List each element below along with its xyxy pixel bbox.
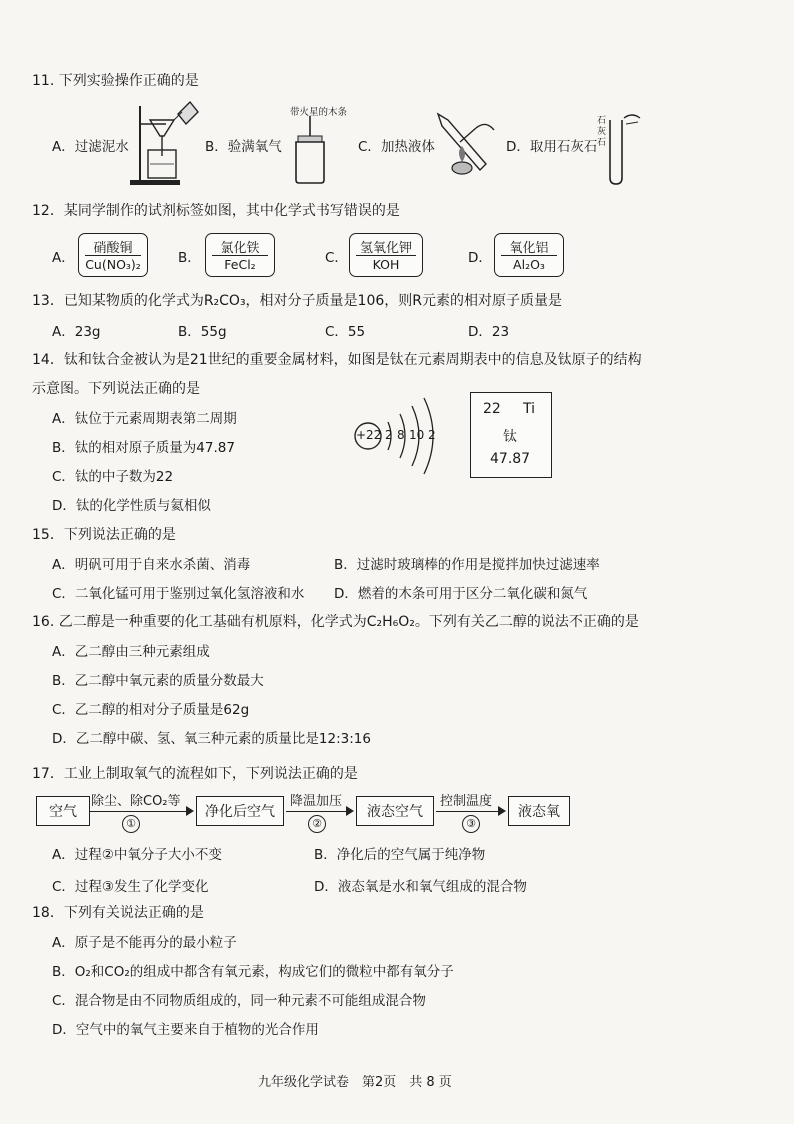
q11-stem: 11. 下列实验操作正确的是	[32, 73, 199, 89]
q15-option-d: D．燃着的木条可用于区分二氧化碳和氮气	[334, 586, 588, 602]
q12-option-c-letter: C．	[325, 250, 348, 266]
q17-option-b: B．净化后的空气属于纯净物	[314, 847, 486, 863]
q12-label-d: 氧化铝 Al₂O₃	[494, 233, 564, 277]
q17-stem: 17．工业上制取氧气的流程如下，下列说法正确的是	[32, 766, 358, 782]
q13-option-a: A．23g	[52, 324, 101, 340]
q17-option-a: A．过程②中氧分子大小不变	[52, 847, 222, 863]
glowing-splint-caption: 带火星的木条	[290, 107, 348, 118]
q12-option-b-letter: B．	[178, 250, 201, 266]
flow-arrow-1-head	[186, 806, 194, 816]
atom-nucleus-charge: +22	[356, 428, 382, 442]
atom-shell-2: 8	[397, 428, 405, 442]
atom-shell-3: 10	[409, 428, 425, 442]
q15-option-a: A．明矾可用于自来水杀菌、消毒	[52, 557, 251, 573]
q16-option-c: C．乙二醇的相对分子质量是62g	[52, 702, 250, 718]
atomic-mass: 47.87	[490, 451, 531, 467]
flow-arrow-2	[286, 811, 346, 812]
q13-option-b: B．55g	[178, 324, 227, 340]
q15-stem: 15．下列说法正确的是	[32, 527, 176, 543]
q12-label-a: 硝酸铜 Cu(NO₃)₂	[78, 233, 148, 277]
heating-liquid-figure	[432, 110, 502, 182]
flow-arrow-1	[90, 811, 186, 812]
flow-step-1-num: ①	[122, 815, 140, 833]
q11-option-a: A．过滤泥水	[52, 139, 129, 155]
q14-option-c: C．钛的中子数为22	[52, 469, 174, 485]
q14-option-b: B．钛的相对原子质量为47.87	[52, 440, 235, 456]
q14-stem-line2: 示意图。下列说法正确的是	[32, 381, 200, 397]
q16-stem: 16. 乙二醇是一种重要的化工基础有机原料，化学式为C₂H₆O₂。下列有关乙二醇的说法不正确的是	[32, 614, 639, 630]
q15-option-b: B．过滤时玻璃棒的作用是搅拌加快过滤速率	[334, 557, 600, 573]
q16-option-a: A．乙二醇由三种元素组成	[52, 644, 210, 660]
flow-box-air: 空气	[36, 796, 90, 826]
flow-box-liquid-oxygen: 液态氧	[508, 796, 570, 826]
q18-option-d: D．空气中的氧气主要来自于植物的光合作用	[52, 1022, 319, 1038]
atom-shell-1: 2	[385, 428, 393, 442]
q18-option-c: C．混合物是由不同物质组成的，同一种元素不可能组成混合物	[52, 993, 426, 1009]
q12-option-d-letter: D．	[468, 250, 492, 266]
q15-option-c: C．二氧化锰可用于鉴别过氧化氢溶液和水	[52, 586, 305, 602]
limestone-caption: 石灰石	[597, 116, 607, 148]
q14-stem-line1: 14．钛和钛合金被认为是21世纪的重要金属材料，如图是钛在元素周期表中的信息及钛原子的结构	[32, 352, 642, 368]
q12-label-b: 氯化铁 FeCl₂	[205, 233, 275, 277]
atomic-number: 22	[483, 401, 501, 417]
element-symbol: Ti	[523, 401, 536, 417]
q18-stem: 18．下列有关说法正确的是	[32, 905, 204, 921]
q18-option-a: A．原子是不能再分的最小粒子	[52, 935, 237, 951]
flow-step-3-num: ③	[462, 815, 480, 833]
q14-option-a: A．钛位于元素周期表第二周期	[52, 411, 237, 427]
q16-option-b: B．乙二醇中氧元素的质量分数最大	[52, 673, 264, 689]
q17-option-d: D．液态氧是水和氧气组成的混合物	[314, 879, 527, 895]
q13-option-d: D．23	[468, 324, 510, 340]
flow-box-liquid-air: 液态空气	[356, 796, 434, 826]
flow-arrow-2-head	[346, 806, 354, 816]
flow-step-2-num: ②	[308, 815, 326, 833]
flow-arrow-3-head	[498, 806, 506, 816]
flow-step-1-label: 除尘、除CO₂等	[91, 794, 181, 809]
flow-arrow-3	[436, 811, 498, 812]
q16-option-d: D．乙二醇中碳、氢、氧三种元素的质量比是12:3:16	[52, 731, 371, 747]
periodic-table-cell	[470, 392, 552, 478]
limestone-tube-figure	[606, 112, 642, 186]
element-name: 钛	[503, 429, 517, 445]
q12-label-c: 氢氧化钾 KOH	[349, 233, 423, 277]
q14-option-d: D．钛的化学性质与氦相似	[52, 498, 211, 514]
q13-stem: 13．已知某物质的化学式为R₂CO₃，相对分子质量是106，则R元素的相对原子质量是	[32, 293, 563, 309]
q12-stem: 12．某同学制作的试剂标签如图，其中化学式书写错误的是	[32, 203, 400, 219]
q17-option-c: C．过程③发生了化学变化	[52, 879, 209, 895]
q11-option-d: D．取用石灰石	[506, 139, 598, 155]
q18-option-b: B．O₂和CO₂的组成中都含有氧元素，构成它们的微粒中都有氧分子	[52, 964, 454, 980]
q11-option-c: C．加热液体	[358, 139, 435, 155]
q11-option-b: B．验满氧气	[205, 139, 282, 155]
flow-box-purified-air: 净化后空气	[196, 796, 284, 826]
q12-option-a-letter: A．	[52, 250, 75, 266]
oxygen-collection-figure	[290, 116, 330, 184]
flow-step-2-label: 降温加压	[290, 794, 343, 809]
page-footer: 九年级化学试卷 第2页 共 8 页	[258, 1075, 452, 1090]
filtration-apparatus-figure	[126, 98, 202, 188]
atom-shell-4: 2	[428, 428, 436, 442]
flow-step-3-label: 控制温度	[440, 794, 493, 809]
q13-option-c: C．55	[325, 324, 366, 340]
